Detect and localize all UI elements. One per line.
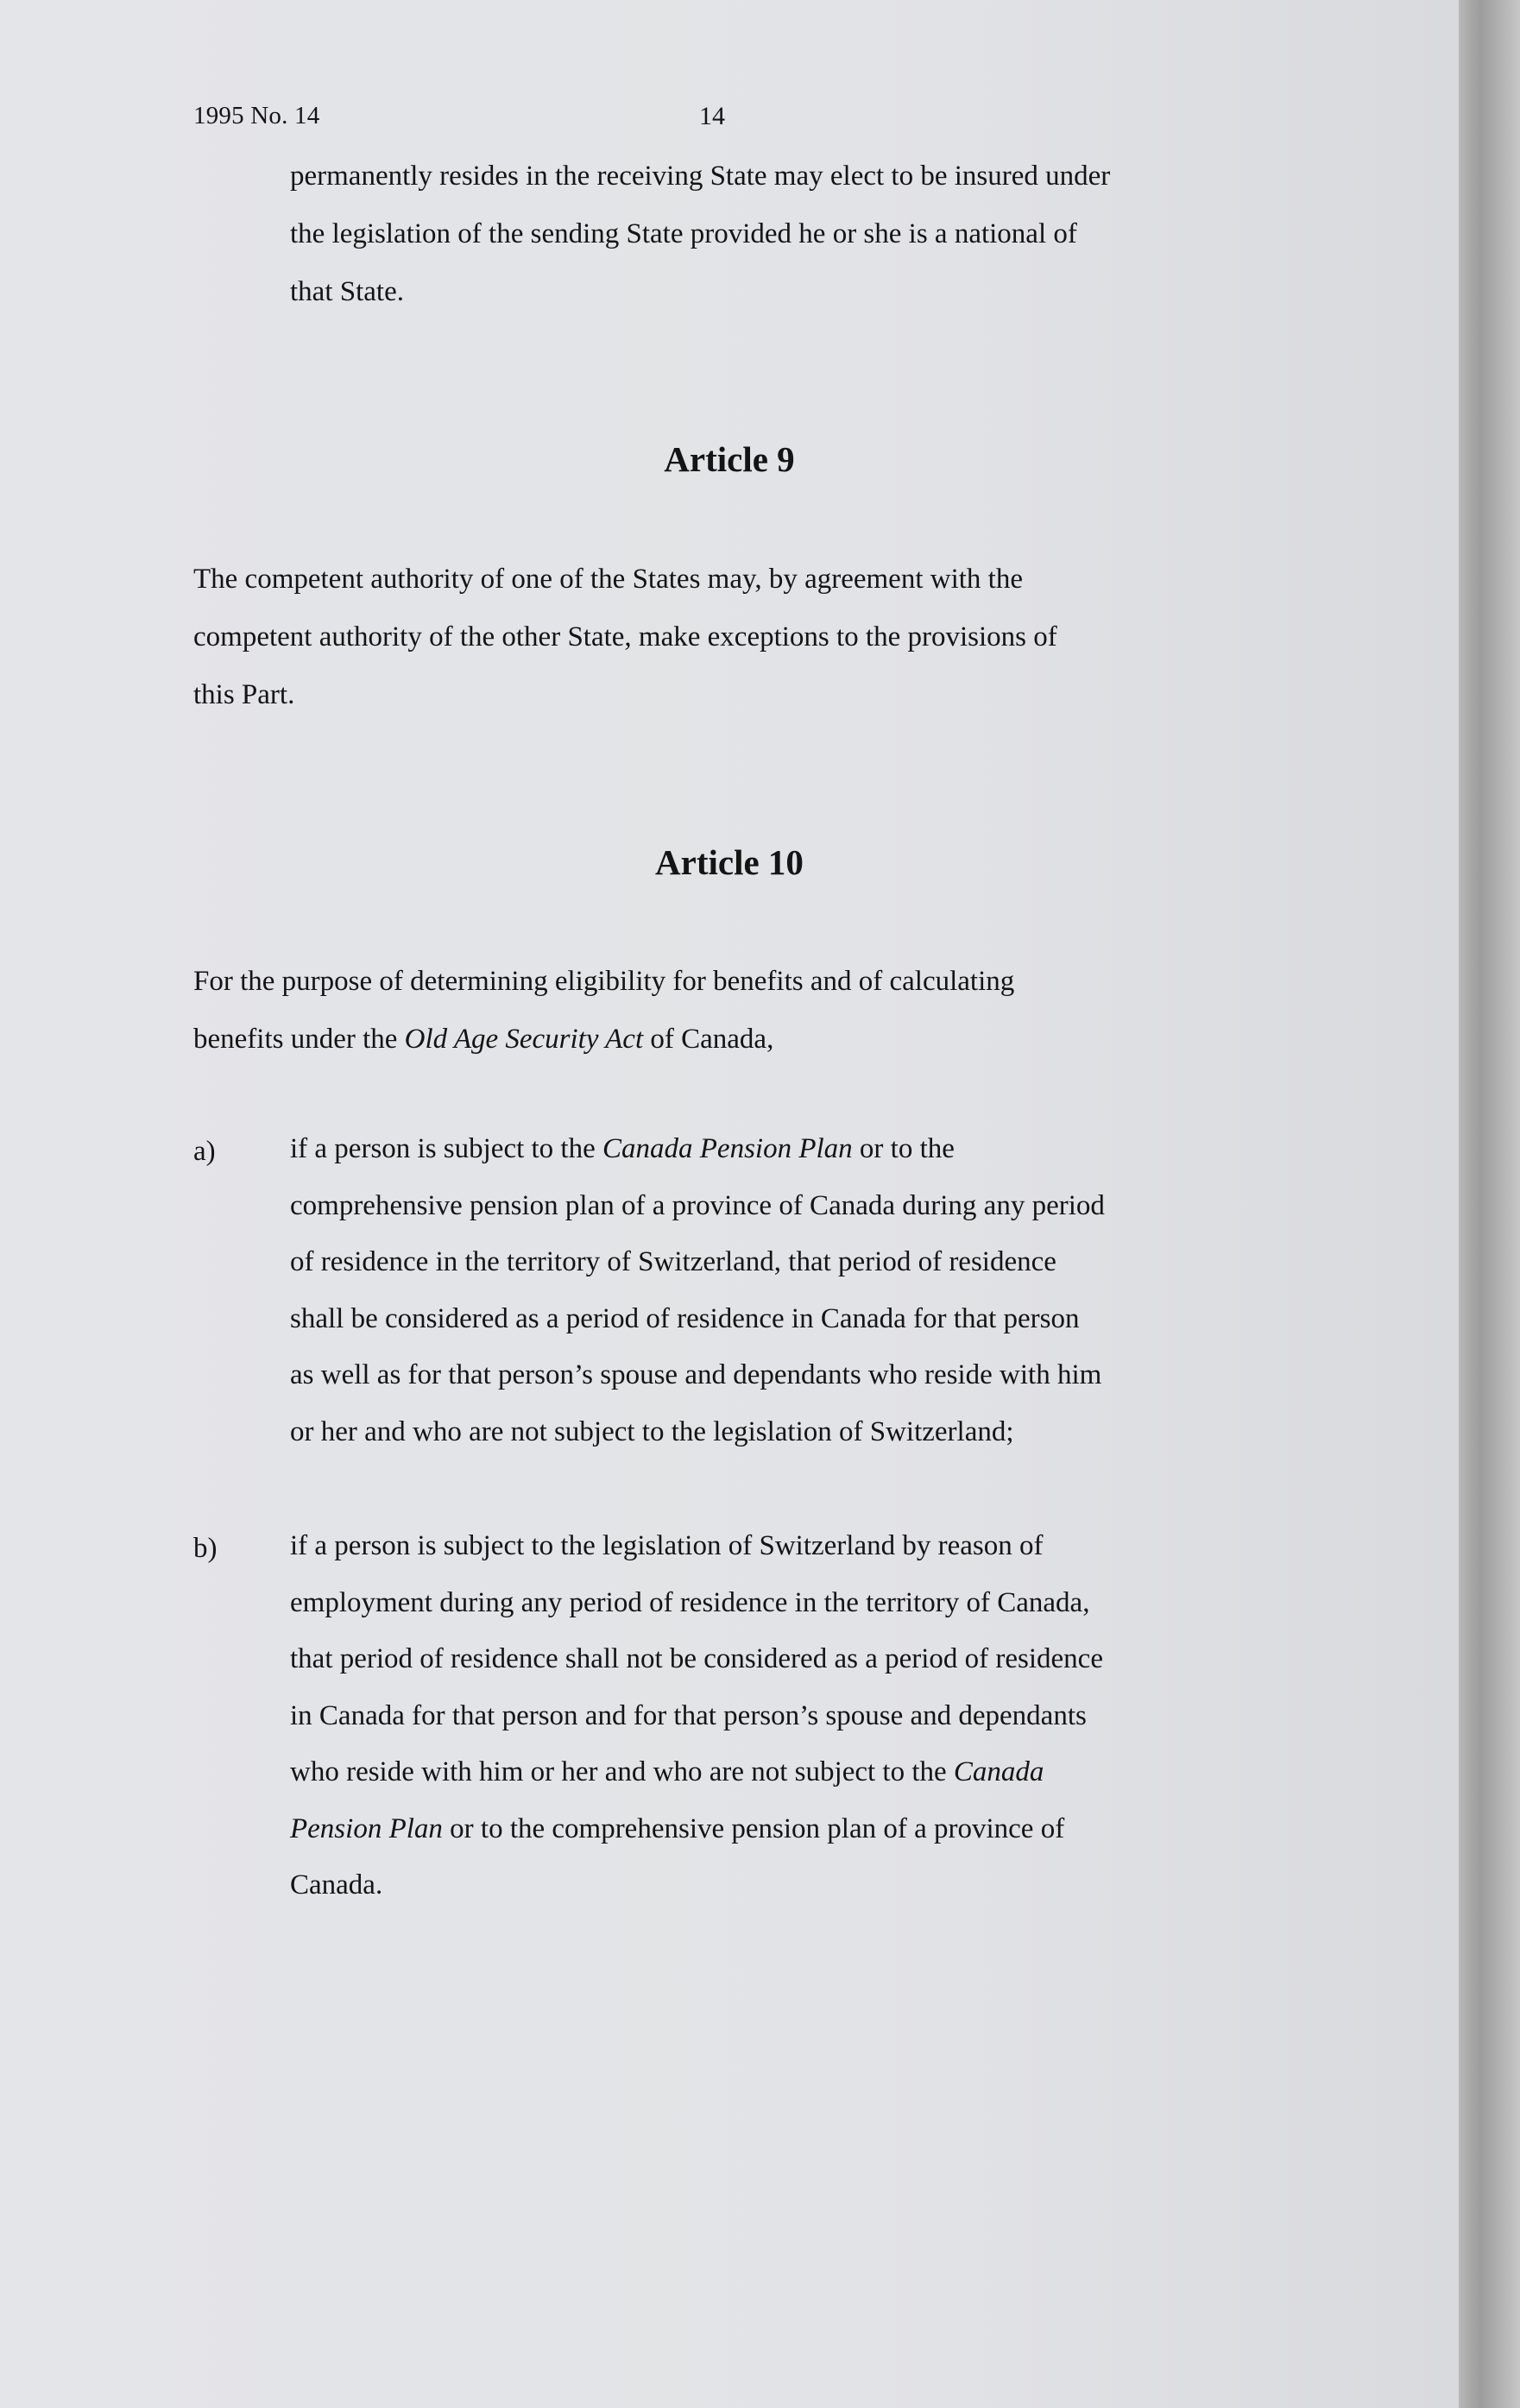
binding-edge <box>1459 0 1520 2408</box>
paragraph-line: of residence in the territory of Switzerland, that period of residence <box>290 1246 1056 1277</box>
paragraph-line: in Canada for that person and for that person’s spouse and dependants <box>290 1699 1087 1731</box>
article-10-intro <box>193 953 1014 1068</box>
paragraph-line: if a person is subject to the legislation of Switzerland by reason of <box>290 1530 1044 1561</box>
item-b-label: b) <box>193 1533 218 1564</box>
text-run: of Canada, <box>643 1024 774 1055</box>
text-run: or to the <box>852 1133 955 1164</box>
paragraph-line: that State. <box>290 276 404 307</box>
paragraph-line: or her and who are not subject to the legislation of Switzerland; <box>290 1415 1014 1447</box>
paragraph-line: that period of residence shall not be considered as a period of residence <box>290 1643 1103 1674</box>
continuation-paragraph <box>290 148 1110 321</box>
item-a-text <box>290 1121 1105 1460</box>
article-9-paragraph <box>193 551 1057 724</box>
item-b-text <box>290 1518 1103 1914</box>
paragraph-line: For the purpose of determining eligibility for benefits and of calculating <box>193 966 1015 997</box>
paragraph-line <box>290 1121 1105 1178</box>
article-10-heading: Article 10 <box>655 842 804 882</box>
paragraph-line: employment during any period of residence in the territory of Canada, <box>290 1586 1090 1618</box>
paragraph-line: this Part. <box>193 679 295 710</box>
page-number: 14 <box>699 102 725 130</box>
document-reference: 1995 No. 14 <box>193 102 320 129</box>
paragraph-line: permanently resides in the receiving State may elect to be insured under <box>290 161 1111 192</box>
paragraph-line <box>193 1011 1014 1068</box>
article-9-heading: Article 9 <box>664 439 795 479</box>
paragraph-line <box>290 1801 1103 1858</box>
text-run: if a person is subject to the <box>290 1133 603 1164</box>
text-run: who reside with him or her and who are not subject to the <box>290 1756 954 1787</box>
paragraph-line: Canada. <box>290 1869 383 1901</box>
paragraph-line: as well as for that person’s spouse and dependants who reside with him <box>290 1359 1102 1390</box>
plan-title: Canada <box>953 1756 1044 1787</box>
text-run: benefits under the <box>193 1024 405 1055</box>
plan-title: Canada Pension Plan <box>602 1133 853 1164</box>
paragraph-line: The competent authority of one of the States may, by agreement with the <box>193 564 1023 595</box>
paragraph-line: competent authority of the other State, make exceptions to the provisions of <box>193 621 1057 652</box>
act-title: Old Age Security Act <box>404 1024 644 1055</box>
paragraph-line <box>290 1744 1103 1801</box>
paragraph-line: comprehensive pension plan of a province of Canada during any period <box>290 1189 1105 1221</box>
paragraph-line: shall be considered as a period of residence in Canada for that person <box>290 1302 1080 1334</box>
plan-title: Pension Plan <box>290 1812 443 1844</box>
paragraph-line: the legislation of the sending State provided he or she is a national of <box>290 218 1077 249</box>
text-run: or to the comprehensive pension plan of a province of <box>442 1812 1065 1844</box>
item-a-label: a) <box>193 1136 216 1167</box>
